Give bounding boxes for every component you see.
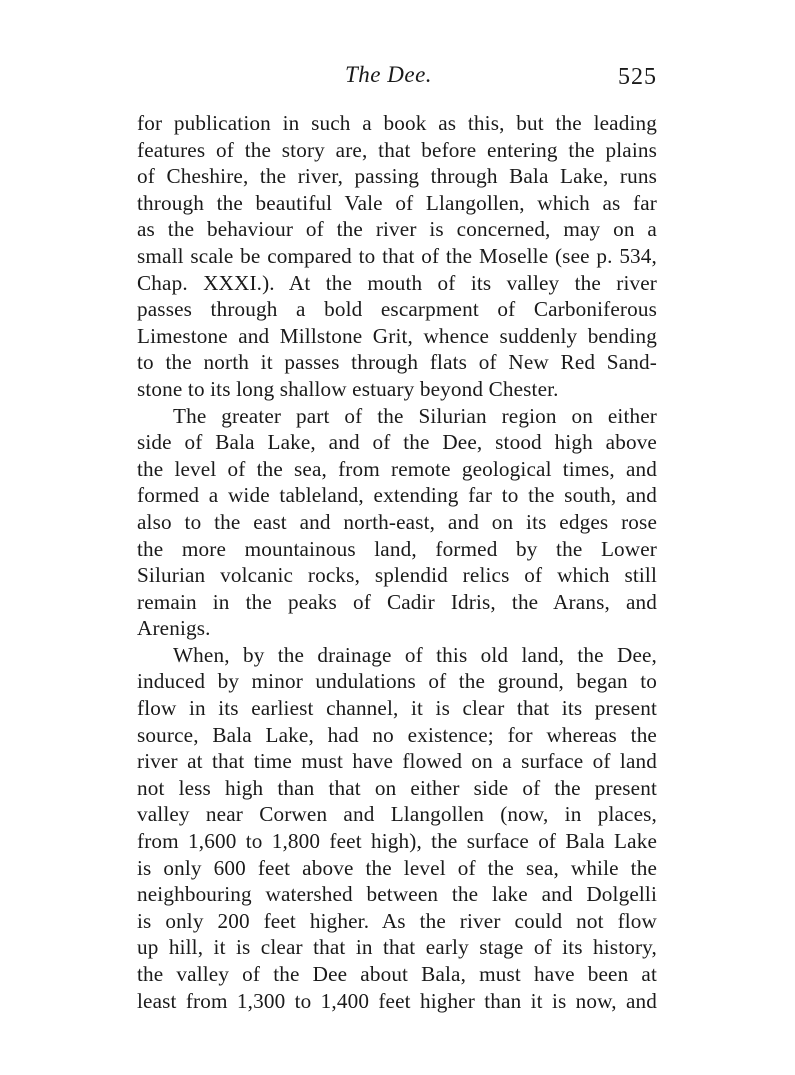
text-line: is only 600 feet above the level of the sea, while the [137,855,657,880]
text-line: When, by the drainage of this old land, the Dee, [173,642,657,667]
text-line: formed a wide tableland, extending far to the south, and [137,483,657,508]
paragraph-1 [137,110,657,403]
text-line: for publication in such a book as this, but the leading [137,111,657,135]
text-line: valley near Corwen and Llangollen (now, in places, [137,802,657,827]
paragraph-3 [137,642,657,1014]
text-line: least from 1,300 to 1,400 feet higher than it is now, and [137,988,657,1013]
text-line: up hill, it is clear that in that early stage of its history, [137,935,657,960]
text-line: the more mountainous land, formed by the Lower [137,536,657,561]
text-line: from 1,600 to 1,800 feet high), the surface of Bala Lake [137,829,657,854]
body-text [137,110,657,1014]
text-line: also to the east and north-east, and on its edges rose [137,509,657,534]
text-line: river at that time must have flowed on a surface of land [137,749,657,774]
text-line: induced by minor undulations of the ground, began to [137,669,657,694]
text-line: through the beautiful Vale of Llangollen, which as far [137,190,657,215]
text-line: side of Bala Lake, and of the Dee, stood high above [137,430,657,455]
text-line: features of the story are, that before entering the plains [137,137,657,162]
text-line: source, Bala Lake, had no existence; for whereas the [137,722,657,747]
text-line: not less high than that on either side of the present [137,775,657,800]
text-line: is only 200 feet higher. As the river could not flow [137,908,657,933]
text-line: of Cheshire, the river, passing through Bala Lake, runs [137,164,657,189]
text-line: the level of the sea, from remote geological times, and [137,456,657,481]
text-line: flow in its earliest channel, it is clear that its present [137,696,657,721]
text-line: Chap. XXXI.). At the mouth of its valley the river [137,270,657,295]
text-line: passes through a bold escarpment of Carboniferous [137,297,657,322]
text-line: to the north it passes through flats of New Red Sand- [137,350,657,375]
running-title: The Dee. [345,62,433,87]
text-line: Arenigs. [137,616,211,641]
text-line: the valley of the Dee about Bala, must have been at [137,962,657,986]
page-number: 525 [618,64,657,90]
text-line: neighbouring watershed between the lake and Dolgelli [137,882,657,907]
text-line: The greater part of the Silurian region on either [173,403,657,428]
text-line: Silurian volcanic rocks, splendid relics of which still [137,563,657,588]
text-line: as the behaviour of the river is concerned, may on a [137,217,657,242]
paragraph-2 [137,403,657,642]
running-head [137,58,657,94]
text-line: stone to its long shallow estuary beyond Chester. [137,376,559,401]
text-line: Limestone and Millstone Grit, whence suddenly bending [137,323,657,348]
text-line: remain in the peaks of Cadir Idris, the Arans, and [137,589,657,614]
text-line: small scale be compared to that of the Moselle (see p. 534, [137,243,657,268]
